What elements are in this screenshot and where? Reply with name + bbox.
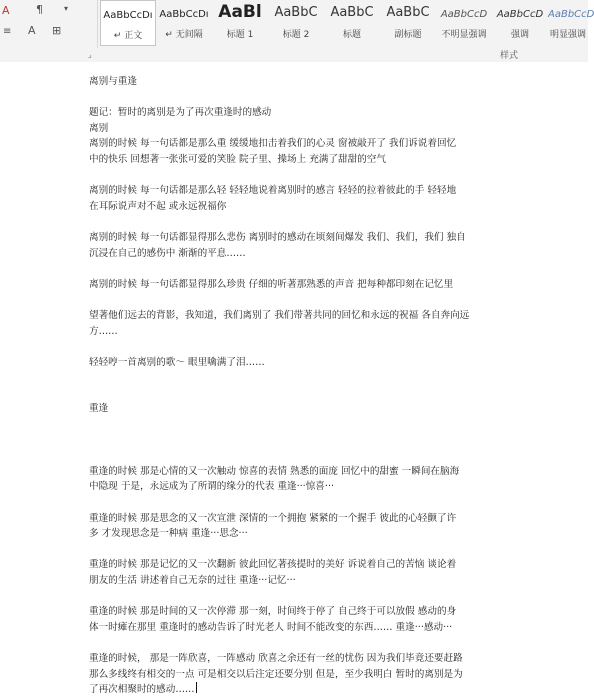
doc-line: 题记：暂时的离别是为了再次重逢时的感动: [89, 107, 272, 119]
doc-line: 离别与重逢: [89, 76, 137, 87]
font-paragraph-tools: [0, 0, 98, 62]
doc-line: 朋友的生活 讲述着自己无奈的过往 重逢···记忆···: [89, 575, 296, 586]
doc-line-last: [89, 682, 509, 698]
doc-line: 重逢的时候， 那是一阵欣喜，一阵感动 欣喜之余还有一丝的忧伤 因为我们毕竟还要赶路: [89, 652, 463, 664]
styles-group-label: 样式: [500, 51, 519, 61]
style-heading-2[interactable]: [268, 0, 324, 46]
style-label: 标题 2: [282, 30, 310, 40]
doc-line-blank: [89, 90, 509, 106]
text-cursor: [196, 682, 197, 693]
doc-line-blank: [89, 495, 509, 511]
doc-line-blank: [89, 386, 509, 402]
font-color-icon[interactable]: ≡: [3, 26, 12, 37]
doc-line-blank: [89, 292, 509, 308]
doc-line: 重逢: [89, 403, 109, 415]
doc-line: 重逢的时候 那是时间的又一次停滞 那一刻，时间终于停了 自己终于可以放假 感动的身: [89, 606, 457, 618]
doc-line: 望著他们远去的背影，我知道，我们离别了 我们带著共同的回忆和永远的祝福 各自奔向远: [89, 309, 470, 321]
doc-line: 离别的时候 每一句话都是那么轻 轻轻地说着离别时的感言 轻轻的拉着彼此的手 轻轻地: [89, 185, 457, 197]
doc-line: 体一时瘫在那里 重逢时的感动告诉了时光老人 时间不能改变的东西…… 重逢···感动···: [89, 621, 453, 633]
ribbon-separator: [97, 0, 98, 48]
dropdown-arrow-icon[interactable]: ▾: [64, 4, 69, 13]
doc-line-blank: [89, 448, 509, 464]
doc-line-blank: [89, 214, 509, 230]
style-title[interactable]: [324, 0, 380, 46]
doc-line-blank: [89, 635, 509, 651]
doc-line-blank: [89, 589, 509, 605]
doc-line: 重逢的时候 那是心情的又一次触动 惊喜的表情 熟悉的面庞 回忆中的甜蜜 一瞬间在脑海: [89, 465, 460, 477]
style-preview: AaBbCcDı: [103, 10, 153, 21]
style-preview: AaBbC: [274, 5, 318, 20]
style-heading-1[interactable]: [212, 0, 268, 46]
doc-line-blank: [89, 433, 509, 449]
style-label: 标题: [342, 30, 361, 40]
paragraph-dialog-launcher-icon[interactable]: ⌟: [88, 50, 92, 59]
style-label: 标题 1: [226, 30, 254, 40]
style-label: 明显强调: [549, 30, 586, 40]
doc-line: 轻轻哼一首离别的歌～ 眼里噙满了泪……: [89, 356, 265, 368]
borders-icon[interactable]: ⊞: [52, 24, 62, 37]
styles-gallery: [100, 0, 594, 46]
doc-line: 中隐现 于是，永远成为了所谓的缘分的代表 重逢···惊喜···: [89, 481, 335, 493]
style-preview: AaBl: [218, 2, 262, 22]
doc-line: 在耳际说声对不起 或永远祝福你: [89, 200, 227, 212]
shading-icon[interactable]: A: [28, 24, 36, 37]
style-preview: AaBbC: [330, 5, 374, 20]
paragraph-mark-icon[interactable]: ¶: [36, 3, 43, 16]
doc-line: 沉浸在自己的感伤中 渐渐的平息……: [89, 247, 246, 259]
doc-line-blank: [89, 168, 509, 184]
doc-line: 多 才发现思念是一种病 重逢···思念···: [89, 528, 248, 540]
doc-line: 重逢的时候 那是思念的又一次宣泄 深情的一个拥抱 紧紧的一个握手 彼此的心轻颤了许: [89, 512, 457, 524]
style-subtitle[interactable]: [380, 0, 436, 46]
doc-line: 离别的时候 每一句话都显得那么悲伤 离别时的感动在顷刻间爆发 我们、我们，我们 独自: [89, 231, 466, 243]
clear-format-icon[interactable]: A: [2, 4, 10, 17]
doc-line-blank: [89, 261, 509, 277]
style-no-spacing[interactable]: [156, 0, 212, 46]
doc-line: 中的快乐 回想著一张张可爱的笑脸 院子里、操场上 充满了甜甜的空气: [89, 153, 386, 165]
style-intense-emphasis[interactable]: [548, 0, 594, 46]
style-label: ↵ 无间隔: [165, 30, 203, 40]
style-preview: AaBbCcD: [440, 9, 488, 20]
style-label: ↵ 正文: [113, 31, 143, 41]
style-preview: AaBbCcDı: [159, 9, 209, 20]
style-label: 强调: [510, 30, 529, 40]
style-subtle-emphasis[interactable]: [436, 0, 492, 46]
doc-line: 离别: [89, 122, 109, 134]
style-preview: AaBbC: [386, 5, 430, 20]
doc-line-blank: [89, 370, 509, 386]
style-label: 副标题: [394, 30, 422, 40]
style-preview: AaBbCcD: [496, 9, 544, 20]
style-emphasis[interactable]: [492, 0, 548, 46]
style-label: 不明显强调: [441, 30, 487, 40]
doc-line: 那么多线终有相交的一点 可是相交以后注定还要分别 但是，至少我明白 暂时的离别是为: [89, 668, 463, 680]
document-body[interactable]: [89, 74, 509, 698]
doc-line: 离别的时候 每一句话都显得那么珍贵 仔细的听著那熟悉的声音 把每种都印刻在记忆里: [89, 278, 454, 290]
doc-line: 方……: [89, 325, 118, 337]
doc-line-blank: [89, 339, 509, 355]
style-normal[interactable]: [100, 0, 156, 46]
doc-line-blank: [89, 542, 509, 558]
doc-line-blank: [89, 417, 509, 433]
doc-line: 离别的时候 每一句话都是那么重 缓缓地扣击着我们的心灵 窗被敲开了 我们诉说着回忆: [89, 138, 457, 150]
ribbon: [0, 0, 594, 63]
doc-line: 重逢的时候 那是记忆的又一次翻新 彼此回忆著孩提时的美好 诉说着自己的苦恼 谈论着: [89, 559, 457, 571]
style-preview: AaBbCcD: [548, 9, 594, 20]
doc-line-text: 了再次相聚时的感动……: [89, 684, 195, 696]
document-page[interactable]: [0, 62, 588, 700]
